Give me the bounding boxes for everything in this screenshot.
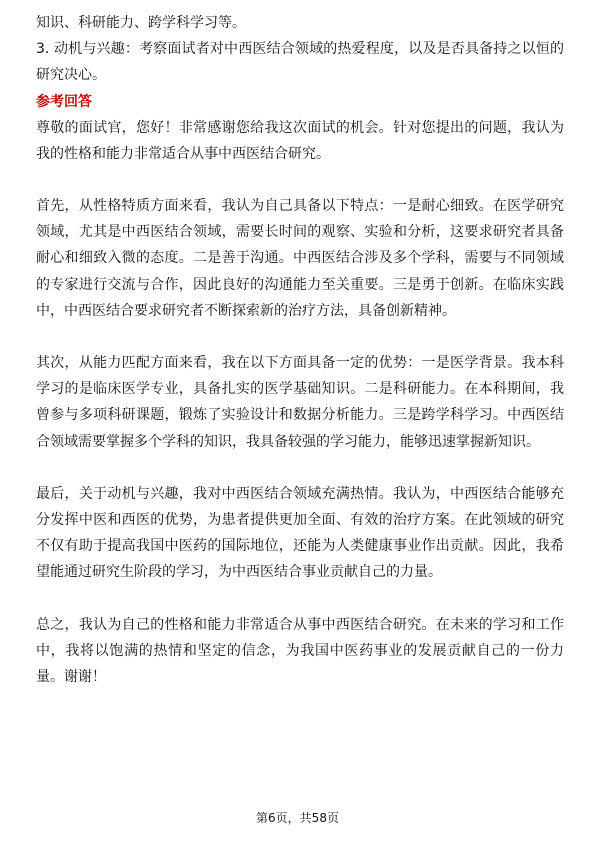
paragraph-spacer [36,586,564,612]
paragraph-spacer [36,455,564,481]
paragraph-personality: 首先，从性格特质方面来看，我认为自己具备以下特点：一是耐心细致。在医学研究领域，尤其是中西医结合领域，需要长时间的观察、实验和分析，这要求研究者具备耐心和细致入微的态度。二是善于沟通。中西医结合涉及多个学科，需要与不同领域的专家进行交流与合作，因此良好的沟通能力至关重要。三是勇于创新。在临床实践中，中西医结合要求研究者不断探索新的治疗方法，具备创新精神。 [36,198,564,319]
paragraph-list-item-motivation: 3. 动机与兴趣：考察面试者对中西医结合领域的热爱程度，以及是否具备持之以恒的研究决心。 [36,41,564,84]
paragraph-conclusion: 总之，我认为自己的性格和能力非常适合从事中西医结合研究。在未来的学习和工作中，我将以饱满的热情和坚定的信念，为我国中医药事业的发展贡献自己的一份力量。谢谢！ [36,616,564,686]
page-number-footer: 第6页，共58页 [256,811,339,825]
paragraph-greeting: 尊敬的面试官，您好！非常感谢您给我这次面试的机会。针对您提出的问题，我认为我的性格和能力非常适合从事中西医结合研究。 [36,119,564,162]
paragraph-spacer [36,167,564,193]
paragraph-spacer [36,324,564,350]
document-body [36,10,564,690]
paragraph-ability: 其次，从能力匹配方面来看，我在以下方面具备一定的优势：一是医学背景。我本科学习的是临床医学专业，具备扎实的医学基础知识。二是科研能力。在本科期间，我曾参与多项科研课题，锻炼了实验设计和数据分析能力。三是跨学科学习。中西医结合领域需要掌握多个学科的知识，我具备较强的学习能力，能够迅速掌握新知识。 [36,355,564,450]
answer-heading: 参考回答 [36,93,92,110]
paragraph-motivation: 最后，关于动机与兴趣，我对中西医结合领域充满热情。我认为，中西医结合能够充分发挥中医和西医的优势，为患者提供更加全面、有效的治疗方案。在此领域的研究不仅有助于提高我国中医药的国际地位，还能为人类健康事业作出贡献。因此，我希望能通过研究生阶段的学习，为中西医结合事业贡献自己的力量。 [36,485,564,581]
paragraph-continued-list-item: 知识、科研能力、跨学科学习等。 [36,15,246,31]
